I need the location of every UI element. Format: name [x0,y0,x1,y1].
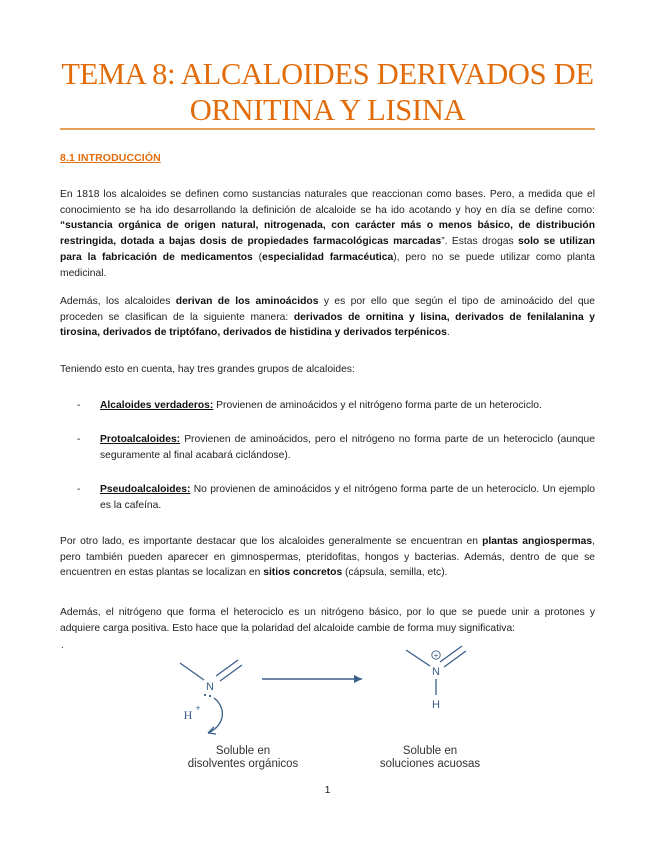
paragraph-definition [60,187,595,281]
bold-run: sitios concretos [263,567,343,579]
bullet-dash: - [77,400,81,411]
hydrogen-atom: H [432,699,440,711]
paragraph-distribution [60,534,595,581]
page-number: 1 [324,784,331,796]
bold-run: plantas angiospermas [482,536,593,547]
proton-symbol: H [183,708,193,722]
bond-line [406,650,430,666]
proton-charge: + [195,703,201,713]
protonation-diagram [0,645,655,755]
bullet-term: Protoalcaloides: [100,434,181,445]
bond-line [444,651,466,667]
text-run: Además, los alcaloides [60,296,176,307]
bullet-text: Provienen de aminoácidos, pero el nitrógeno no forma parte de un heterociclo (aunque seguramente al final acabará ciclándose). [100,434,595,461]
text-run: En 1818 los alcaloides se definen como sustancias naturales que reaccionan como bases. Pero, a medida que el conocimiento se ha ido desarrollando la definición de alcaloide se ha ido acotando y hoy en día se define como: [60,189,595,216]
nitrogen-charge: + [433,651,439,660]
bullet-term: Alcaloides verdaderos: [100,400,214,411]
text-run: (cápsula, semilla, etc). [342,567,448,579]
nitrogen-atom-left: N [206,681,214,693]
title-line-2: ORNITINA Y LISINA [189,93,466,127]
bold-run: derivan de los aminoácidos [175,296,319,307]
bold-run: “sustancia orgánica de origen natural, nitrogenada, con carácter más o menos básico, de distribución restringida, dotada a bajas dosis de propiedades farmacológicas marcadas [60,220,595,248]
bond-line [216,660,238,676]
caption-line: Soluble en [402,745,458,757]
bond-line [180,663,204,680]
lone-pair-dot [204,694,206,696]
text-run: ”. Estas drogas [441,236,519,248]
paragraph-groups-intro: Teniendo esto en cuenta, hay tres grandes grupos de alcaloides: [60,364,355,375]
nitrogen-atom-right: N [432,666,440,678]
bond-line [440,646,462,662]
list-item [77,398,595,414]
caption-left [158,745,328,771]
text-run: y es por ello que según el tipo de aminoácido del que proceden se clasifican de la siguiente manera: [60,296,595,323]
document-title [60,56,595,128]
caption-right [345,745,515,771]
section-heading: 8.1 INTRODUCCIÓN [60,152,161,164]
stray-mark: . [61,640,64,651]
bullet-text: No provienen de aminoácidos y el nitrógeno forma parte de un heterociclo. Un ejemplo es la cafeína. [100,484,595,511]
bullet-dash: - [77,484,81,495]
bond-line [220,665,242,681]
title-underline-rule [60,128,595,130]
bullet-text: Provienen de aminoácidos y el nitrógeno forma parte de un heterociclo. [213,400,542,411]
text-run: ), pero no se puede utilizar como planta medicinal. [60,251,595,279]
lone-pair-dot [209,695,211,697]
bold-run: especialidad farmacéutica [262,251,394,263]
caption-line: disolventes orgánicos [187,758,299,770]
text-run: . [446,327,450,339]
bold-run: derivados de ornitina y lisina, derivados de fenilalanina y tirosina, derivados de triptófano, derivados de histidina y derivados terpénicos [60,311,595,339]
paragraph-basic-nitrogen: Además, el nitrógeno que forma el heterociclo es un nitrógeno básico, por lo que se puede unir a protones y adquiere carga positiva. Esto hace que la polaridad del alcaloide cambie de forma muy significativa: [60,607,595,634]
text-run: , pero también pueden aparecer en gimnospermas, pteridofitas, hongos y bacterias. Además, dentro de que se encuentren en estas plantas se localizan en [60,536,595,579]
bold-run: solo se utilizan para la fabricación de medicamentos [60,236,596,263]
bullet-dash: - [77,434,81,445]
list-item [77,482,595,513]
caption-line: Soluble en [215,745,271,757]
title-line-1: TEMA 8: ALCALOIDES DERIVADOS DE [61,57,594,91]
caption-line: soluciones acuosas [379,758,481,770]
text-run: Por otro lado, es importante destacar que los alcaloides generalmente se encuentran en [60,536,483,547]
list-item [77,432,595,463]
text-run: ( [252,251,263,263]
curved-arrow [208,698,222,733]
paragraph-classification [60,294,595,341]
reaction-arrow-head [354,675,362,683]
bullet-term: Pseudoalcaloides: [100,484,191,495]
